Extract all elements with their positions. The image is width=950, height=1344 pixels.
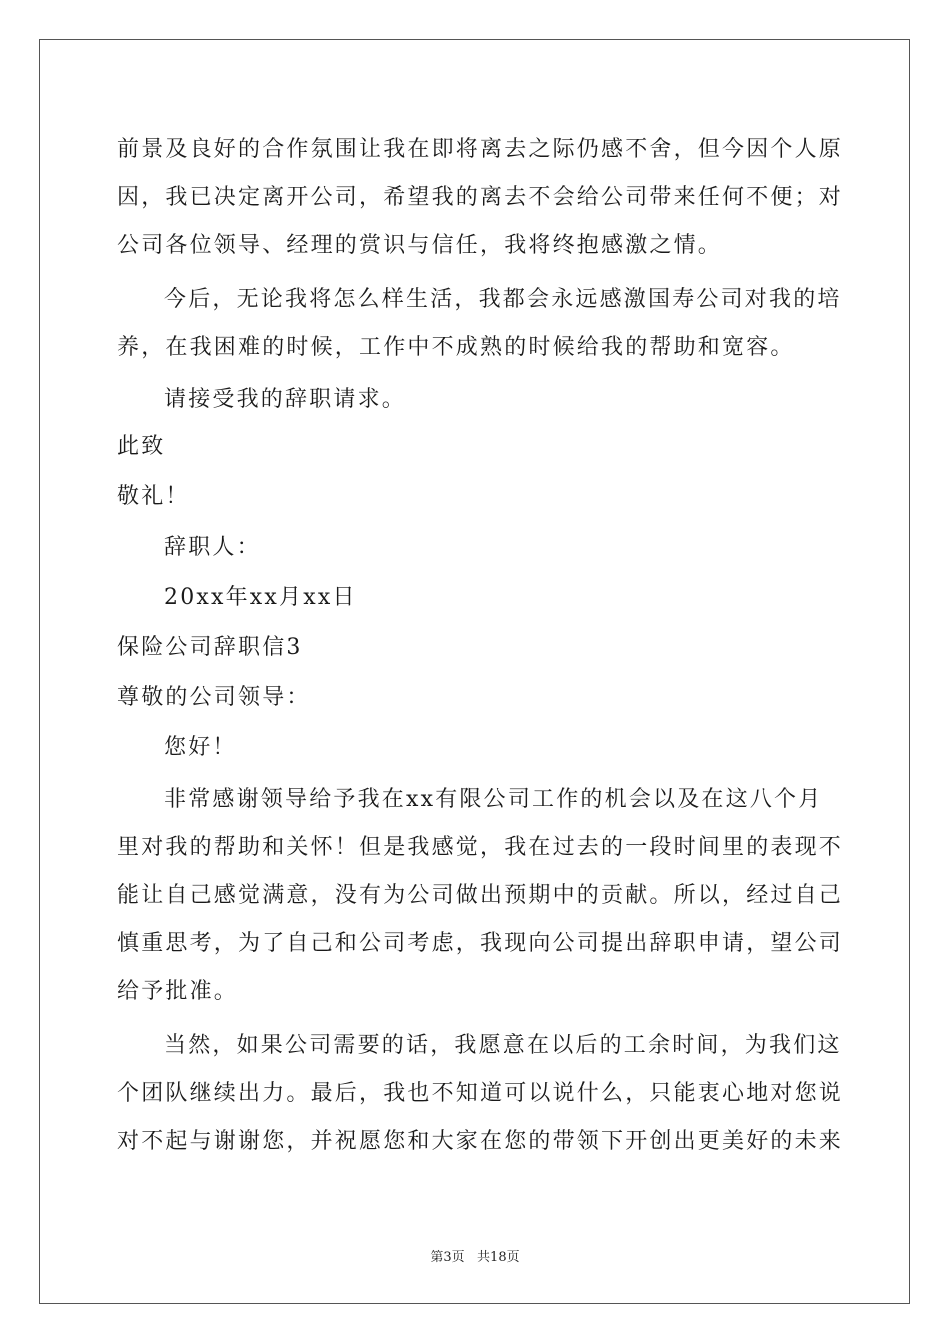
section-title: 保险公司辞职信3: [117, 635, 303, 660]
text-line: 当然，如果公司需要的话，我愿意在以后的工余时间，为我们这: [164, 1033, 842, 1058]
text-line: 前景及良好的合作氛围让我在即将离去之际仍感不舍，但今因个人原: [117, 137, 844, 162]
date-line: 20xx年xx月xx日: [164, 585, 357, 610]
page-number-footer: 第3页 共18页: [430, 1250, 520, 1265]
salutation-closing: 此致: [117, 434, 166, 459]
text-line: 公司各位领导、经理的赏识与信任，我将终抱感激之情。: [117, 233, 723, 258]
text-line: 给予批准。: [117, 979, 239, 1004]
signer-label: 辞职人：: [164, 535, 261, 560]
greeting: 您好！: [164, 735, 237, 760]
text-line: 对不起与谢谢您，并祝愿您和大家在您的带领下开创出更美好的未来: [117, 1129, 844, 1154]
text-line: 因，我已决定离开公司，希望我的离去不会给公司带来任何不便；对: [117, 185, 844, 210]
greeting-recipient: 尊敬的公司领导：: [117, 685, 311, 710]
salutation-respect: 敬礼！: [117, 484, 190, 509]
text-line: 慎重思考，为了自己和公司考虑，我现向公司提出辞职申请，望公司: [117, 931, 844, 956]
text-line: 个团队继续出力。最后，我也不知道可以说什么，只能衷心地对您说: [117, 1081, 844, 1106]
text-line: 能让自己感觉满意，没有为公司做出预期中的贡献。所以，经过自己: [117, 883, 844, 908]
text-line: 今后，无论我将怎么样生活，我都会永远感激国寿公司对我的培: [164, 287, 842, 312]
text-line: 里对我的帮助和关怀！但是我感觉，我在过去的一段时间里的表现不: [117, 835, 844, 860]
text-line: 请接受我的辞职请求。: [164, 387, 407, 412]
text-line: 养，在我困难的时候，工作中不成熟的时候给我的帮助和宽容。: [117, 335, 795, 360]
text-line: 非常感谢领导给予我在xx有限公司工作的机会以及在这八个月: [164, 787, 823, 812]
